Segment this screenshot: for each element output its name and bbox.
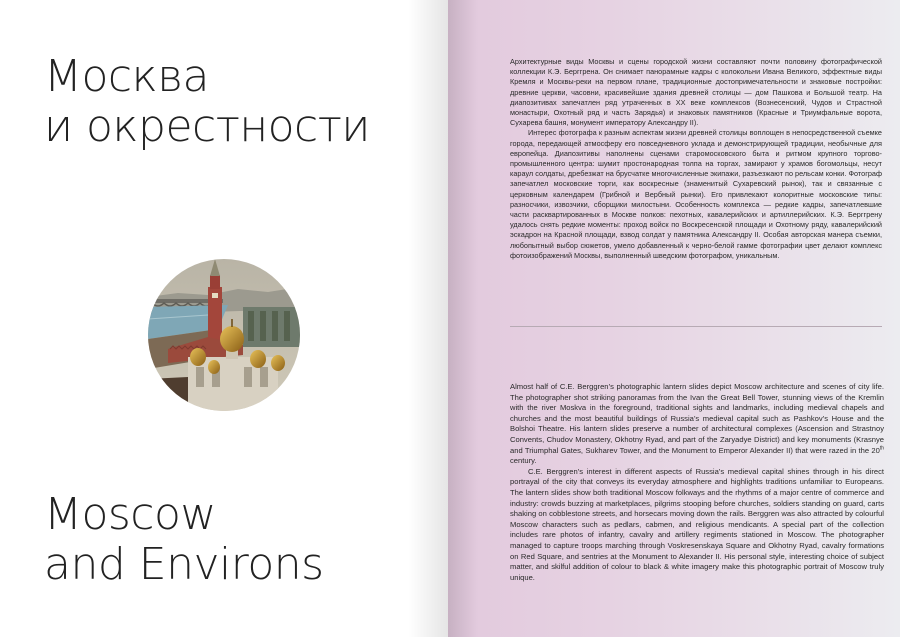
ordinal-superscript: th: [879, 445, 884, 452]
section-divider: [510, 326, 882, 327]
title-russian: [44, 52, 370, 152]
russian-paragraph-2: Интерес фотографа к разным аспектам жизни древней столицы воплощен в непосредственной съемке города, передающей атмосферу его повседневного уклада и демонстрирующей традиции, необычные для европейца. Диапозитивы наполнены сценами старомосковского быта и ритмом крупного торгово-промышленного центра: шумит простонародная толпа на торгах, замирают у храмов богомольцы, несут караул солдаты, дребезжат на брусчатке многочисленные экипажи, разъезжают по рельсам конки. Фотограф запечатлел московские торги, как воскресные (знаменитый Сухаревский рынок), так и связанные с церковным календарем (Грибной и Вербный рынки). Его привлекают колоритные московские типы: разносчики, извозчики, сборщики милостыни. Особенность комплекса — редкие кадры, запечатлевшие части расквартированных в Москве полков: пехотных, кавалерийских и артиллерийских. К.Э. Берггрену удалось снять редкие моменты: проход войск по Воскресенской площади и Охотному ряду, кавалерийский эскадрон на Красной площади, взвод солдат у памятника Александру II. Особая авторская манера съемки, любопытный выбор сюжетов, умело добавленный к черно-белой гамме фотографии цвет делают комплекс фотоизображений Москвы, выполненный шведским фотографом, уникальным.: [510, 128, 882, 260]
english-paragraph-1-end: century.: [510, 456, 537, 466]
english-paragraph-2: C.E. Berggren’s interest in different aspects of Russia’s medieval capital shines through in his direct portrayal of the city that conveys its everyday atmosphere and highlights traditions unfamiliar to Europeans. The lantern slides show both traditional Moscow folkways and the rhythms of a major centre of commerce and industry: crowds buzzing at marketplaces, pilgrims stooping before churches, soldiers standing on guard, carts shaking on cobblestone streets, and horsecars moving down the rails. Berggren was also attracted by colourful Moscow characters such as pedlars, cabmen, and religious mendicants. A special part of the collection includes rare photos of infantry, cavalry and artillery regiments stationed in Moscow. The photographer managed to capture troops marching through Voskresenskaya Square and Okhotny Ryad, cavalry formations on Red Square, and sentries at the Monument to Alexander II. His personal style, interesting choice of subject matter, and skilful addition of colour to black & white imagery make this photographic portrait of Moscow truly unique.: [510, 466, 884, 582]
english-paragraph-1-main: Almost half of C.E. Berggren’s photographic lantern slides depict Moscow architecture and scenes of city life. The photographer shot striking panoramas from the Ivan the Great Bell Tower, stunning views of the Kremlin with the river Moskva in the foreground, traditional sights and landmarks, including medieval chapels and churches and the most beautiful buildings of Russia’s medieval capital such as Pashkov’s House and the Bolshoi Theatre. His lantern slides preserve a number of architectural complexes (Ascension and Strastnoy Convents, Chudov Monastery, Okhotny Ryad, and part of the Zaryadye District) and key monuments (Krasnye and Triumphal Gates, Sukharev Tower, and the Monument to Emperor Alexander II) that were razed in the 20: [510, 382, 884, 455]
moscow-kremlin-photo: [148, 259, 300, 411]
title-russian-line-2: и окрестности: [44, 101, 370, 152]
right-page: [448, 0, 900, 637]
title-english: [44, 490, 324, 590]
russian-text-block: [510, 57, 882, 261]
title-english-line-1: Moscow: [44, 489, 216, 540]
english-paragraph-1: [510, 382, 884, 467]
left-page: [0, 0, 448, 637]
english-text-block: [510, 382, 884, 583]
russian-paragraph-1: Архитектурные виды Москвы и сцены городской жизни составляют почти половину фотографической коллекции К.Э. Берггрена. Он снимает панорамные кадры с колокольни Ивана Великого, эффектные виды Кремля и Москвы-реки на первом плане, традиционные достопримечательности и знаковые постройки: древние церкви, часовни, красивейшие здания древней столицы — дом Пашкова и Большой театр. На диапозитивах запечатлен ряд утраченных в XX веке комплексов (Вознесенский, Чудов и Страстной монастыри, Охотный ряд и часть Зарядья) и знаковых памятников (Красные и Триумфальные ворота, Сухарева башня, монумент императору Александру II).: [510, 57, 882, 128]
title-english-line-2: and Environs: [44, 539, 324, 590]
title-russian-line-1: Москва: [44, 51, 209, 102]
